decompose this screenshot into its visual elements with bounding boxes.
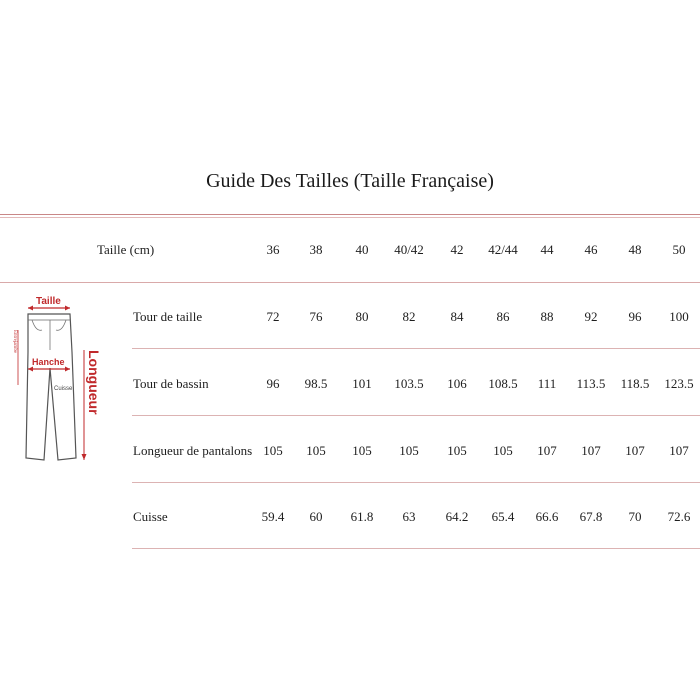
size-column-header: 50 xyxy=(672,242,686,257)
table-cell: 96 xyxy=(266,376,280,391)
table-cell: 108.5 xyxy=(488,376,518,391)
header-divider xyxy=(0,282,700,283)
row-label: Tour de taille xyxy=(133,309,203,324)
size-column-header: 36 xyxy=(266,242,280,257)
table-cell: 76 xyxy=(309,309,323,324)
size-column-header: 42/44 xyxy=(488,242,518,257)
table-cell: 98.5 xyxy=(304,376,328,391)
table-cell: 63 xyxy=(402,509,416,524)
table-cell: 86 xyxy=(496,309,510,324)
size-header-label: Taille (cm) xyxy=(97,242,155,257)
size-column-header: 42 xyxy=(450,242,464,257)
table-cell: 67.8 xyxy=(579,509,603,524)
hip-label: Hanche xyxy=(32,357,65,367)
table-cell: 59.4 xyxy=(261,509,285,524)
table-cell: 103.5 xyxy=(394,376,424,391)
length-label: Longueur xyxy=(86,350,102,415)
table-cell: 72.6 xyxy=(667,509,691,524)
title-divider xyxy=(0,214,700,215)
page-title: Guide Des Tailles (Taille Française) xyxy=(206,170,494,192)
table-cell: 111 xyxy=(537,376,557,391)
table-cell: 105 xyxy=(493,443,513,458)
size-column-header: 46 xyxy=(584,242,598,257)
row-label: Tour de bassin xyxy=(133,376,209,391)
row-divider xyxy=(132,348,700,349)
table-cell: 105 xyxy=(399,443,419,458)
row-divider xyxy=(132,548,700,549)
table-cell: 106 xyxy=(447,376,467,391)
inseam-label: Entrejambe xyxy=(12,330,17,354)
waist-label: Taille xyxy=(36,296,61,307)
table-cell: 107 xyxy=(537,443,557,458)
size-column-header: 44 xyxy=(540,242,554,257)
table-cell: 105 xyxy=(306,443,326,458)
table-cell: 123.5 xyxy=(664,376,694,391)
table-cell: 105 xyxy=(263,443,283,458)
table-cell: 105 xyxy=(352,443,372,458)
row-divider xyxy=(132,482,700,483)
title-divider-secondary xyxy=(0,217,700,218)
table-cell: 101 xyxy=(352,376,372,391)
table-cell: 92 xyxy=(584,309,598,324)
size-column-header: 40/42 xyxy=(394,242,424,257)
thigh-label: Cuisse xyxy=(54,386,73,392)
size-column-header: 40 xyxy=(355,242,369,257)
table-cell: 64.2 xyxy=(445,509,469,524)
table-cell: 70 xyxy=(628,509,642,524)
table-cell: 84 xyxy=(450,309,464,324)
table-cell: 107 xyxy=(625,443,645,458)
size-column-header: 38 xyxy=(309,242,323,257)
pants-measurement-diagram xyxy=(6,290,106,490)
table-cell: 118.5 xyxy=(620,376,650,391)
table-cell: 82 xyxy=(402,309,416,324)
table-cell: 96 xyxy=(628,309,642,324)
size-column-header: 48 xyxy=(628,242,642,257)
table-cell: 60 xyxy=(309,509,323,524)
row-label: Cuisse xyxy=(133,509,168,524)
table-cell: 66.6 xyxy=(535,509,559,524)
row-label: Longueur de pantalons xyxy=(133,443,253,458)
table-cell: 61.8 xyxy=(350,509,374,524)
table-cell: 107 xyxy=(581,443,601,458)
table-cell: 65.4 xyxy=(491,509,515,524)
table-cell: 72 xyxy=(266,309,280,324)
table-cell: 100 xyxy=(669,309,689,324)
table-cell: 105 xyxy=(447,443,467,458)
table-cell: 113.5 xyxy=(576,376,606,391)
row-divider xyxy=(132,415,700,416)
table-cell: 107 xyxy=(669,443,689,458)
table-cell: 80 xyxy=(355,309,369,324)
table-cell: 88 xyxy=(540,309,554,324)
